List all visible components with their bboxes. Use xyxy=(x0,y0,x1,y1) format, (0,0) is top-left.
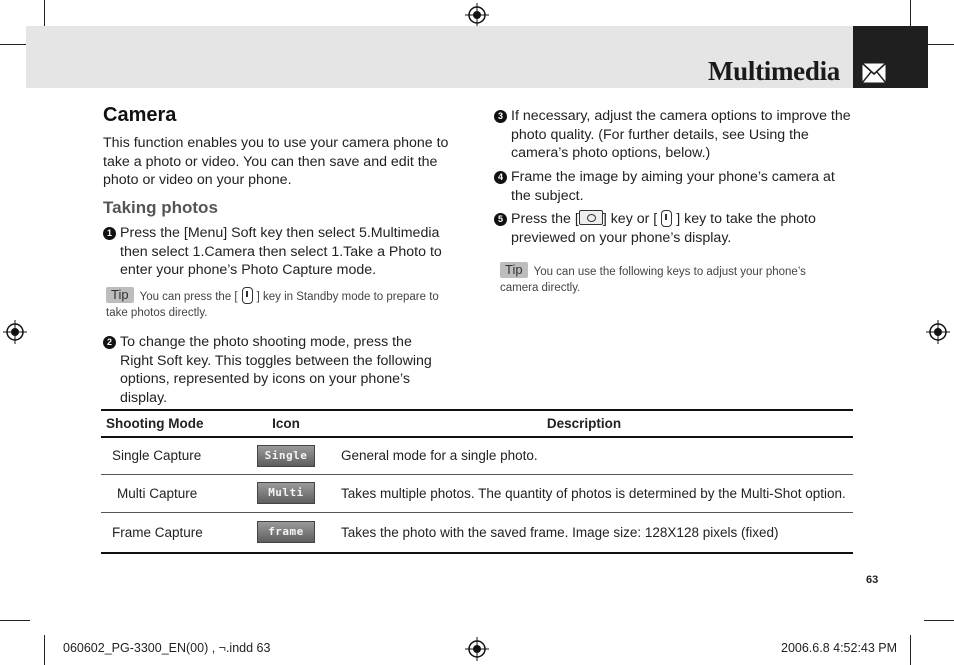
tip-badge: Tip xyxy=(106,287,134,303)
table-header-row xyxy=(101,410,853,437)
subsection-title: Taking photos xyxy=(103,198,218,217)
crop-mark xyxy=(924,620,954,621)
step-text-part: Press the [ xyxy=(511,211,579,227)
camera-key-icon xyxy=(661,210,672,227)
tip-text: You can use the following keys to adjust your phone’s camera directly. xyxy=(500,266,806,294)
step-3 xyxy=(494,107,856,163)
description-cell: General mode for a single photo. xyxy=(315,437,853,474)
camera-key-icon xyxy=(242,287,253,304)
step-number: 5 xyxy=(494,213,507,226)
tip-text: ] key in Standby mode to prepare to take photos directly. xyxy=(106,291,439,319)
crop-mark xyxy=(924,44,954,45)
mode-cell: Single Capture xyxy=(101,437,257,474)
step-number: 2 xyxy=(103,336,116,349)
step-text xyxy=(494,210,856,247)
footer-timestamp: 2006.6.8 4:52:43 PM xyxy=(781,641,898,655)
frame-capture-icon: frame xyxy=(257,521,315,543)
registration-mark-icon xyxy=(465,637,489,661)
step-1 xyxy=(103,224,463,280)
registration-mark-icon xyxy=(3,320,27,344)
column-header: Shooting Mode xyxy=(101,410,257,437)
step-5 xyxy=(494,210,856,247)
crop-mark xyxy=(44,635,45,665)
step-number: 3 xyxy=(494,110,507,123)
crop-mark xyxy=(0,620,30,621)
description-cell: Takes the photo with the saved frame. Image size: 128X128 pixels (fixed) xyxy=(315,512,853,553)
tip-1 xyxy=(106,287,462,321)
shooting-mode-table xyxy=(101,409,853,554)
tip-badge: Tip xyxy=(500,262,528,278)
step-4 xyxy=(494,168,856,205)
page-title: Multimedia xyxy=(708,56,840,86)
column-header: Description xyxy=(315,410,853,437)
table-row xyxy=(101,437,853,474)
step-text-part: ] key to take the photo previewed on your phone’s display. xyxy=(511,211,816,246)
page-number: 63 xyxy=(866,574,879,586)
camera-button-icon xyxy=(579,210,603,225)
step-text-part: ] key or [ xyxy=(602,211,658,227)
registration-mark-icon xyxy=(926,320,950,344)
table-row xyxy=(101,512,853,553)
single-capture-icon: Single xyxy=(257,445,315,467)
step-text: Frame the image by aiming your phone’s camera at the subject. xyxy=(511,169,835,204)
tip-text: You can press the [ xyxy=(139,291,238,303)
footer-filename: 060602_PG-3300_EN(00) , ¬.indd 63 xyxy=(63,641,271,655)
crop-mark xyxy=(910,635,911,665)
step-text: If necessary, adjust the camera options to improve the photo quality. (For further details, see Using the camera’s photo options, below.) xyxy=(511,108,851,161)
step-text: Press the [Menu] Soft key then select 5.Multimedia then select 1.Camera then select 1.Take a Photo to enter your phone’s Photo Capture mode. xyxy=(120,225,442,278)
step-number: 1 xyxy=(103,227,116,240)
step-text: To change the photo shooting mode, press the Right Soft key. This toggles between the following options, represented by icons on your phone’s display. xyxy=(120,334,432,406)
mode-cell: Multi Capture xyxy=(101,474,257,512)
step-number: 4 xyxy=(494,171,507,184)
step-2 xyxy=(103,333,443,407)
section-title: Camera xyxy=(103,104,177,126)
mode-cell: Frame Capture xyxy=(101,512,257,553)
envelope-icon xyxy=(861,62,887,84)
description-cell: Takes multiple photos. The quantity of photos is determined by the Multi-Shot option. xyxy=(315,474,853,512)
registration-mark-icon xyxy=(465,3,489,27)
tip-2 xyxy=(500,262,830,296)
column-header: Icon xyxy=(257,410,315,437)
table-row xyxy=(101,474,853,512)
multi-capture-icon: Multi xyxy=(257,482,315,504)
intro-paragraph: This function enables you to use your camera phone to take a photo or video. You can then save and edit the photo or video on your phone. xyxy=(103,135,449,188)
